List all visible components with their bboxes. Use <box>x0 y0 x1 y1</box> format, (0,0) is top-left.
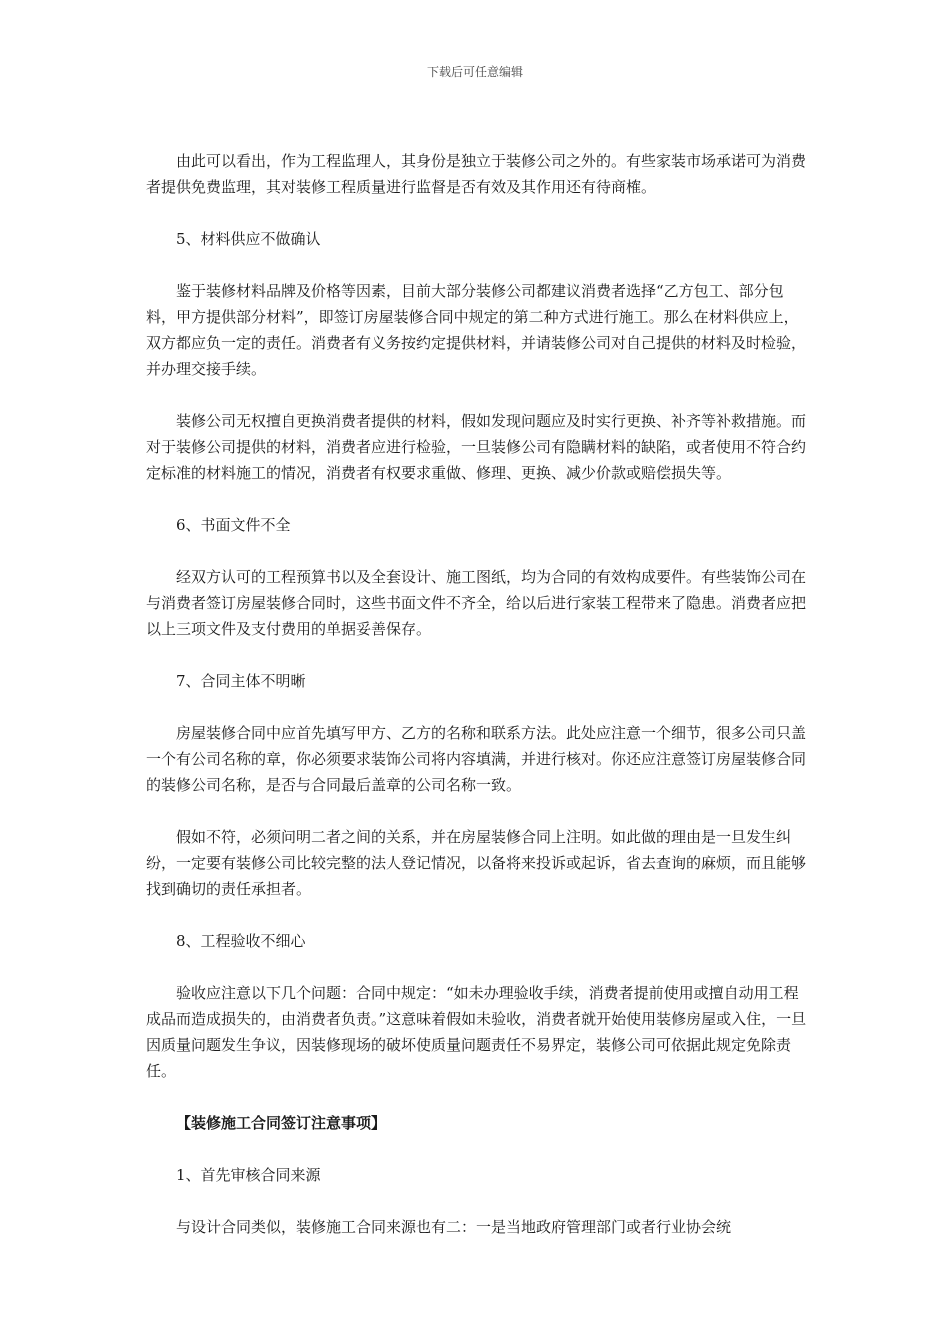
paragraph: 假如不符，必须问明二者之间的关系，并在房屋装修合同上注明。如此做的理由是一旦发生纠纷，一定要有装修公司比较完整的法人登记情况，以备将来投诉或起诉，省去查询的麻烦，而且能够找到确切的责任承担者。 <box>146 828 807 898</box>
section-heading: 1、首先审核合同来源 <box>176 1166 321 1184</box>
section-heading: 7、合同主体不明晰 <box>176 672 306 690</box>
paragraph: 经双方认可的工程预算书以及全套设计、施工图纸，均为合同的有效构成要件。有些装饰公司在与消费者签订房屋装修合同时，这些书面文件不齐全，给以后进行家装工程带来了隐患。消费者应把以上三项文件及支付费用的单据妥善保存。 <box>146 568 807 638</box>
section-heading: 6、书面文件不全 <box>176 516 291 534</box>
paragraph: 鉴于装修材料品牌及价格等因素，目前大部分装修公司都建议消费者选择“乙方包工、部分包料，甲方提供部分材料”，即签订房屋装修合同中规定的第二种方式进行施工。那么在材料供应上，双方都应负一定的责任。消费者有义务按约定提供材料，并请装修公司对自己提供的材料及时检验，并办理交接手续。 <box>146 282 807 378</box>
paragraph: 装修公司无权擅自更换消费者提供的材料，假如发现问题应及时实行更换、补齐等补救措施。而对于装修公司提供的材料，消费者应进行检验，一旦装修公司有隐瞒材料的缺陷，或者使用不符合约定标准的材料施工的情况，消费者有权要求重做、修理、更换、减少价款或赔偿损失等。 <box>146 412 807 482</box>
document-body <box>146 148 810 1240</box>
bold-section-title: 【装修施工合同签订注意事项】 <box>176 1114 387 1132</box>
section-heading: 5、材料供应不做确认 <box>176 230 321 248</box>
paragraph: 与设计合同类似，装修施工合同来源也有二：一是当地政府管理部门或者行业协会统 <box>176 1218 732 1236</box>
paragraph: 验收应注意以下几个问题：合同中规定：“如未办理验收手续，消费者提前使用或擅自动用工程成品而造成损失的，由消费者负责。”这意味着假如未验收，消费者就开始使用装修房屋或入住，一旦因质量问题发生争议，因装修现场的破坏使质量问题责任不易界定，装修公司可依据此规定免除责任。 <box>146 984 807 1080</box>
paragraph: 房屋装修合同中应首先填写甲方、乙方的名称和联系方法。此处应注意一个细节，很多公司只盖一个有公司名称的章，你必须要求装饰公司将内容填满，并进行核对。你还应注意签订房屋装修合同的装修公司名称，是否与合同最后盖章的公司名称一致。 <box>146 724 807 794</box>
page-header: 下载后可任意编辑 <box>426 65 523 79</box>
paragraph: 由此可以看出，作为工程监理人，其身份是独立于装修公司之外的。有些家装市场承诺可为消费者提供免费监理，其对装修工程质量进行监督是否有效及其作用还有待商榷。 <box>146 152 807 196</box>
section-heading: 8、工程验收不细心 <box>176 932 306 950</box>
